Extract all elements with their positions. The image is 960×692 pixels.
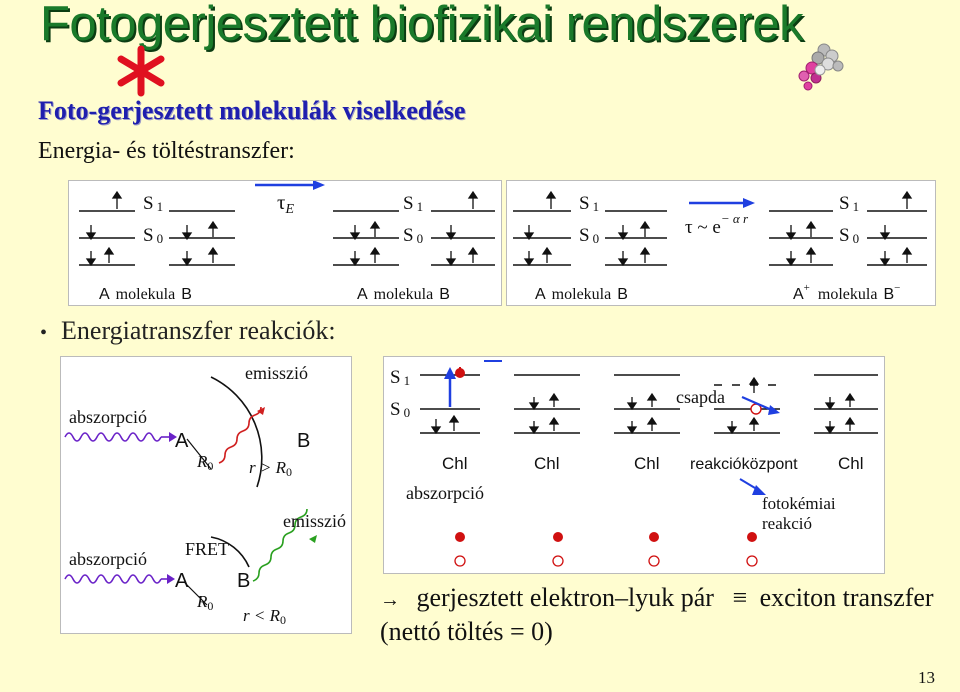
s0-label-d: S xyxy=(839,225,850,246)
bullet-heading xyxy=(40,316,336,346)
energy-transfer-arrow-icon xyxy=(255,180,325,190)
antenna-spin-arrows-icon xyxy=(432,378,854,433)
electron-icon xyxy=(455,368,465,378)
svg-text:S1: S 1 xyxy=(143,193,164,214)
donor-a-bottom: A xyxy=(175,570,189,592)
net-charge-text: (nettó töltés = 0) xyxy=(380,617,553,646)
section-heading: Foto-gerjesztett molekulák viselkedése xyxy=(38,96,466,125)
s1-label-c: S xyxy=(579,193,590,214)
svg-text:r > R0: r > R0 xyxy=(249,458,292,479)
acceptor-b-bottom: B xyxy=(237,570,251,592)
s1-label-e: S xyxy=(390,367,401,388)
chl-label-5: Chl xyxy=(838,454,864,473)
a-plus-label: A xyxy=(793,286,804,303)
svg-text:S1: S 1 xyxy=(579,193,600,214)
donor-a-top: A xyxy=(175,430,189,452)
fret-label: FRET xyxy=(185,539,230,559)
absorption-label-bottom: abszorpció xyxy=(69,549,147,569)
chl-label-2: Chl xyxy=(534,454,560,473)
photochem-label-1: fotokémiai xyxy=(762,494,836,513)
r0-label-bottom: R xyxy=(197,592,208,611)
s1-label-d: S xyxy=(839,193,850,214)
charge-transfer-arrow-icon xyxy=(689,198,755,208)
molecule-a-label: A xyxy=(99,286,110,303)
fret-panel xyxy=(60,356,352,634)
svg-text:AmolekulaB: A molekula B xyxy=(535,286,628,303)
r-lt-label: r < R xyxy=(243,606,280,625)
page-title: Fotogerjesztett biofizikai rendszerek xyxy=(40,0,804,51)
exciton-transfer-text: exciton transzfer xyxy=(759,583,934,612)
trap-label: csapda xyxy=(676,387,725,407)
svg-text:τ ~ e− α r: τ ~ $e^{- \alpha r}$ xyxy=(685,211,749,238)
s1-label-a: S xyxy=(143,193,154,214)
absorption-wave-bottom xyxy=(65,575,161,583)
tau-formula: τ ~ e xyxy=(685,217,721,238)
s0-label-e: S xyxy=(390,399,401,420)
r-gt-label: r > R xyxy=(249,458,286,477)
svg-text:S0: S 0 xyxy=(143,225,164,246)
chl-label-3: Chl xyxy=(634,454,660,473)
svg-text:R0: R0 xyxy=(197,452,214,473)
svg-text:S0: S 0 xyxy=(390,399,411,420)
antenna-panel xyxy=(383,356,885,574)
svg-text:A+molekulaB−: A+ molekula B− xyxy=(793,282,901,303)
absorption-wave-top xyxy=(65,433,161,441)
electron-hole-pairs xyxy=(455,532,757,566)
bullet-icon: • xyxy=(40,322,48,344)
page-number: 13 xyxy=(918,668,935,687)
tau-label: τ xyxy=(277,190,286,214)
molecule-icon xyxy=(790,36,850,92)
svg-text:r < R0: r < R0 xyxy=(243,606,286,627)
s1-label-b: S xyxy=(403,193,414,214)
implies-arrow-icon: → xyxy=(380,589,400,611)
svg-text:R0: R0 xyxy=(197,592,214,613)
molecule-a-label-2: A xyxy=(357,286,368,303)
svg-text:AmolekulaB: A molekula B xyxy=(357,286,450,303)
absorption-label-top: abszorpció xyxy=(69,407,147,427)
energy-transfer-diagram xyxy=(68,180,502,306)
reaction-center-label: reakcióközpont xyxy=(690,456,798,473)
svg-text:S1: S 1 xyxy=(839,193,860,214)
acceptor-b-top: B xyxy=(297,430,311,452)
section-subheading: Energia- és töltéstranszfer: xyxy=(38,138,295,164)
svg-text:S0: S 0 xyxy=(579,225,600,246)
svg-text:S0: S 0 xyxy=(839,225,860,246)
molecule-a-label-3: A xyxy=(535,286,546,303)
svg-text:S0: S 0 xyxy=(403,225,424,246)
chl-label-1: Chl xyxy=(442,454,468,473)
emission-label-bottom: emisszió xyxy=(283,511,346,531)
absorption-label: abszorpció xyxy=(406,483,484,503)
s0-label-c: S xyxy=(579,225,590,246)
r0-label-top: R xyxy=(197,452,208,471)
electron-hole-text: gerjesztett elektron–lyuk pár xyxy=(416,583,714,612)
svg-text:τE: τE xyxy=(277,190,295,217)
emission-wave-top xyxy=(219,407,261,463)
asterisk-logo xyxy=(115,45,167,97)
s0-label-a: S xyxy=(143,225,154,246)
photochem-label-2: reakció xyxy=(762,514,813,533)
charge-transfer-diagram xyxy=(506,180,936,306)
emission-label-top: emisszió xyxy=(245,363,308,383)
equiv-symbol: ≡ xyxy=(732,583,748,612)
svg-text:S1: S 1 xyxy=(390,367,411,388)
svg-text:S1: S 1 xyxy=(403,193,424,214)
s0-label-b: S xyxy=(403,225,414,246)
exciton-statement xyxy=(380,583,934,613)
svg-text:AmolekulaB: A molekula B xyxy=(99,286,192,303)
bullet-text: Energiatranszfer reakciók: xyxy=(61,316,336,345)
